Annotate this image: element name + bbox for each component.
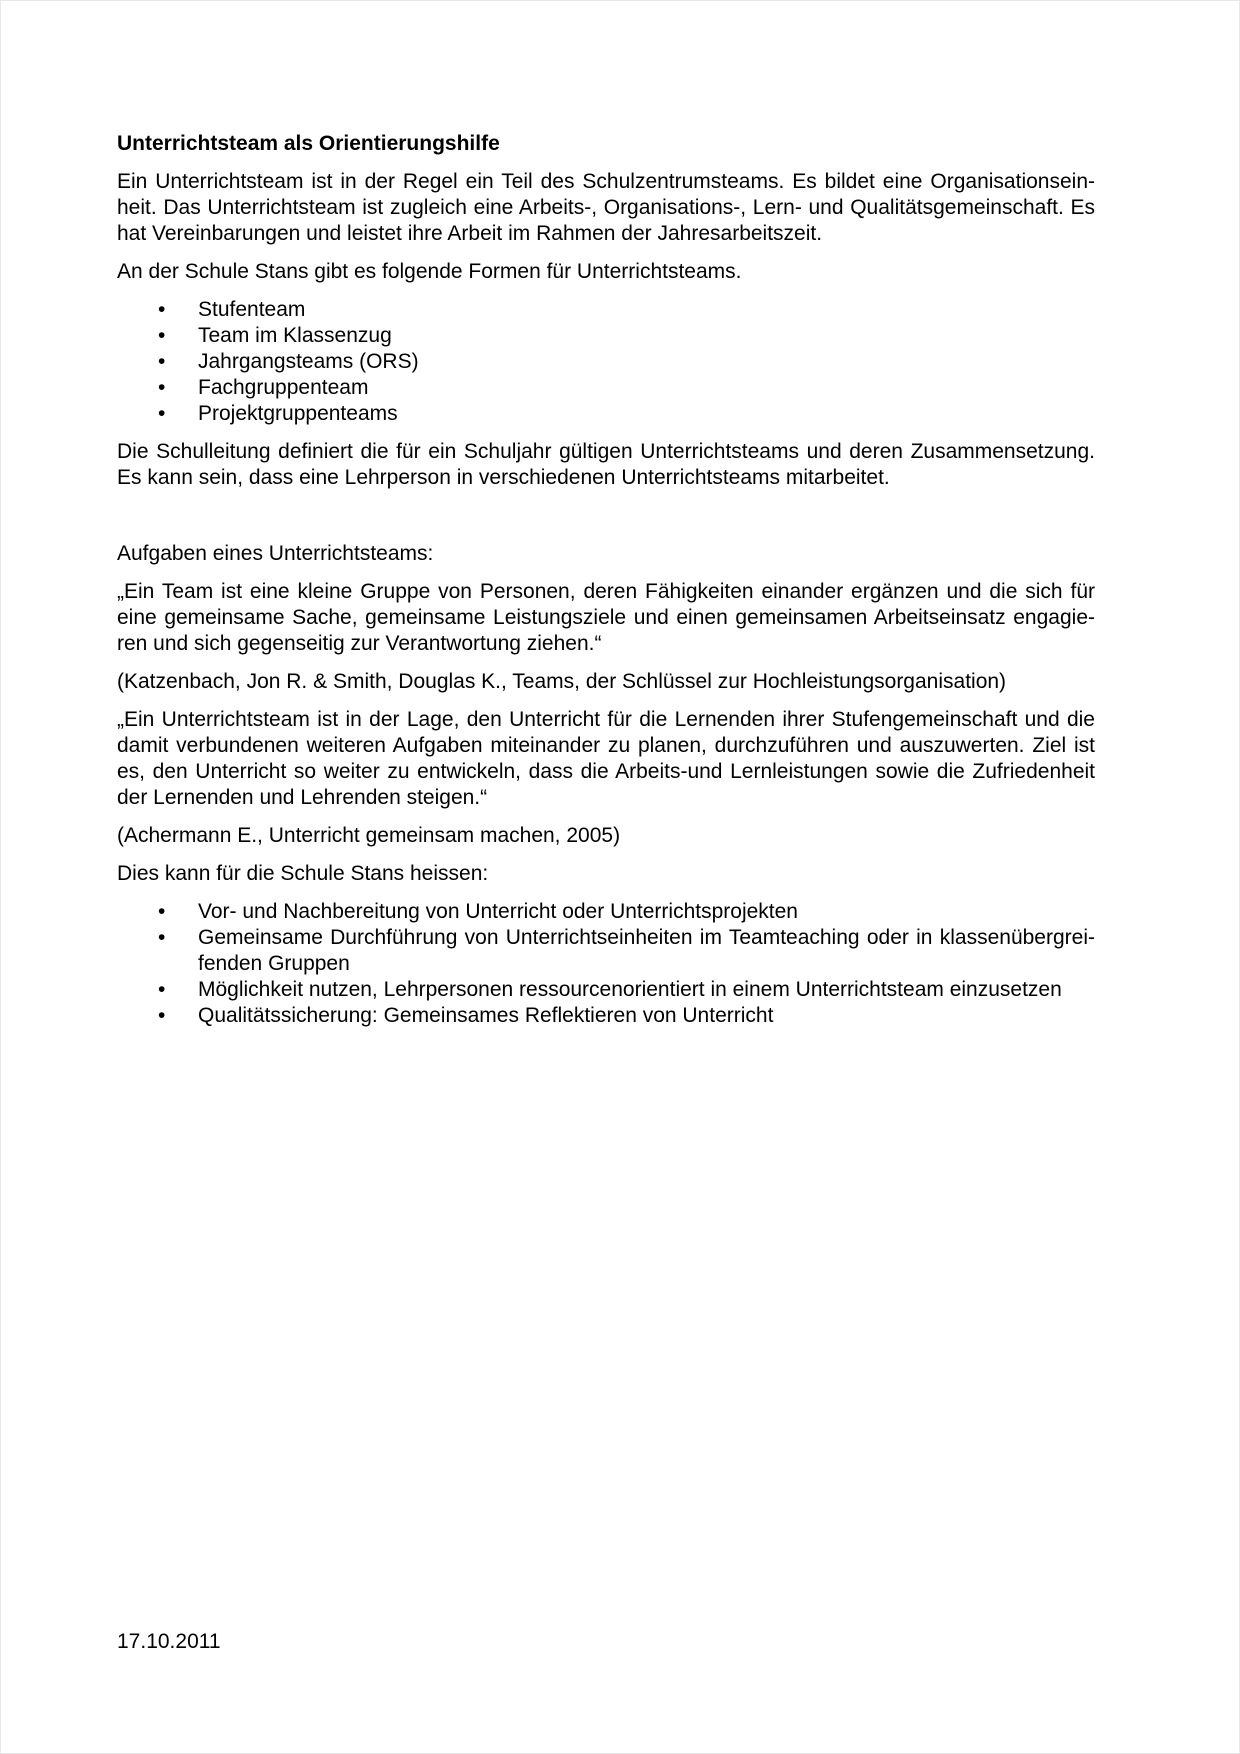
list-item-text: [198, 297, 1095, 323]
bullet-icon: •: [158, 402, 166, 425]
bullet-icon: •: [158, 900, 166, 923]
list-item-line: Möglichkeit nutzen, Lehrpersonen ressourcenorientiert in einem Unterrichtsteam einzusetzen: [198, 978, 1062, 1001]
paragraph-line: „Ein Team ist eine kleine Gruppe von Personen, deren Fähigkeiten einander ergänzen und die sich für: [117, 580, 1095, 603]
paragraph-line: damit verbundenen weiteren Aufgaben miteinander zu planen, durchzuführen und auszuwerten. Ziel ist: [117, 734, 1095, 757]
bullet-icon: •: [158, 376, 166, 399]
list-item-text: [198, 349, 1095, 375]
paragraph-line: Die Schulleitung definiert die für ein Schuljahr gültigen Unterrichtsteams und deren Zusammensetzung.: [117, 440, 1095, 463]
bullet-icon: •: [158, 978, 166, 1001]
list-item-text: [198, 323, 1095, 349]
paragraph: [117, 861, 1095, 887]
list-item-line: Team im Klassenzug: [198, 324, 392, 347]
list-item: [117, 1003, 1095, 1029]
list-item-line: Jahrgangsteams (ORS): [198, 350, 419, 373]
list-item-text: [198, 977, 1095, 1003]
bullet-icon: •: [158, 298, 166, 321]
document-content: [117, 131, 1095, 1041]
paragraph: [117, 541, 1095, 567]
paragraph-line: heit. Das Unterrichtsteam ist zugleich eine Arbeits-, Organisations-, Lern- und Qualitätsgemeinschaft. Es: [117, 196, 1095, 219]
paragraph-line: es, den Unterricht so weiter zu entwickeln, dass die Arbeits-und Lernleistungen sowie die Zufriedenheit: [117, 760, 1095, 783]
paragraph-line: (Achermann E., Unterricht gemeinsam machen, 2005): [117, 824, 621, 847]
footer-date: 17.10.2011: [117, 1630, 221, 1653]
list-item-line: Qualitätssicherung: Gemeinsames Reflektieren von Unterricht: [198, 1004, 774, 1027]
list-item-line: Fachgruppenteam: [198, 376, 369, 399]
bullet-icon: •: [158, 350, 166, 373]
list-item-line: Stufenteam: [198, 298, 306, 321]
bullet-icon: •: [158, 324, 166, 347]
document-title: Unterrichtsteam als Orientierungshilfe: [117, 132, 500, 155]
paragraph-line: hat Vereinbarungen und leistet ihre Arbeit im Rahmen der Jahresarbeitszeit.: [117, 222, 823, 245]
paragraph-line: der Lernenden und Lehrenden steigen.“: [117, 786, 488, 809]
list-item-text: [198, 899, 1095, 925]
list-item: [117, 401, 1095, 427]
paragraph-line: Aufgaben eines Unterrichtsteams:: [117, 542, 434, 565]
paragraph-line: Es kann sein, dass eine Lehrperson in verschiedenen Unterrichtsteams mitarbeitet.: [117, 466, 890, 489]
list-item: [117, 323, 1095, 349]
paragraph-line: An der Schule Stans gibt es folgende Formen für Unterrichtsteams.: [117, 260, 742, 283]
list-item: [117, 297, 1095, 323]
bullet-list: [117, 899, 1095, 1029]
paragraph: [117, 439, 1095, 491]
paragraph-line: Ein Unterrichtsteam ist in der Regel ein Teil des Schulzentrumsteams. Es bildet eine Organisationsein-: [117, 170, 1095, 193]
list-item: [117, 925, 1095, 977]
list-item: [117, 899, 1095, 925]
list-item-line: fenden Gruppen: [198, 952, 350, 975]
list-item-text: [198, 1003, 1095, 1029]
paragraph: [117, 707, 1095, 811]
paragraph: [117, 259, 1095, 285]
paragraph-line: Dies kann für die Schule Stans heissen:: [117, 862, 489, 885]
list-item-text: [198, 925, 1095, 977]
blank-line: [117, 503, 1095, 529]
document-body: [117, 169, 1095, 1029]
list-item: [117, 375, 1095, 401]
list-item-line: Vor- und Nachbereitung von Unterricht oder Unterrichtsprojekten: [198, 900, 798, 923]
paragraph-line: ren und sich gegenseitig zur Verantwortung ziehen.“: [117, 632, 602, 655]
list-item: [117, 977, 1095, 1003]
paragraph: [117, 579, 1095, 657]
paragraph-line: „Ein Unterrichtsteam ist in der Lage, den Unterricht für die Lernenden ihrer Stufengemeinschaft und die: [117, 708, 1095, 731]
paragraph-line: eine gemeinsame Sache, gemeinsame Leistungsziele und einen gemeinsamen Arbeitseinsatz engagie-: [117, 606, 1095, 629]
list-item-line: Gemeinsame Durchführung von Unterrichtseinheiten im Teamteaching oder in klassenübergrei-: [198, 926, 1095, 949]
bullet-icon: •: [158, 926, 166, 949]
paragraph: [117, 823, 1095, 849]
bullet-icon: •: [158, 1004, 166, 1027]
list-item-text: [198, 375, 1095, 401]
list-item: [117, 349, 1095, 375]
paragraph-line: (Katzenbach, Jon R. & Smith, Douglas K., Teams, der Schlüssel zur Hochleistungsorganisation): [117, 670, 1007, 693]
paragraph: [117, 169, 1095, 247]
list-item-line: Projektgruppenteams: [198, 402, 398, 425]
paragraph: [117, 669, 1095, 695]
list-item-text: [198, 401, 1095, 427]
bullet-list: [117, 297, 1095, 427]
